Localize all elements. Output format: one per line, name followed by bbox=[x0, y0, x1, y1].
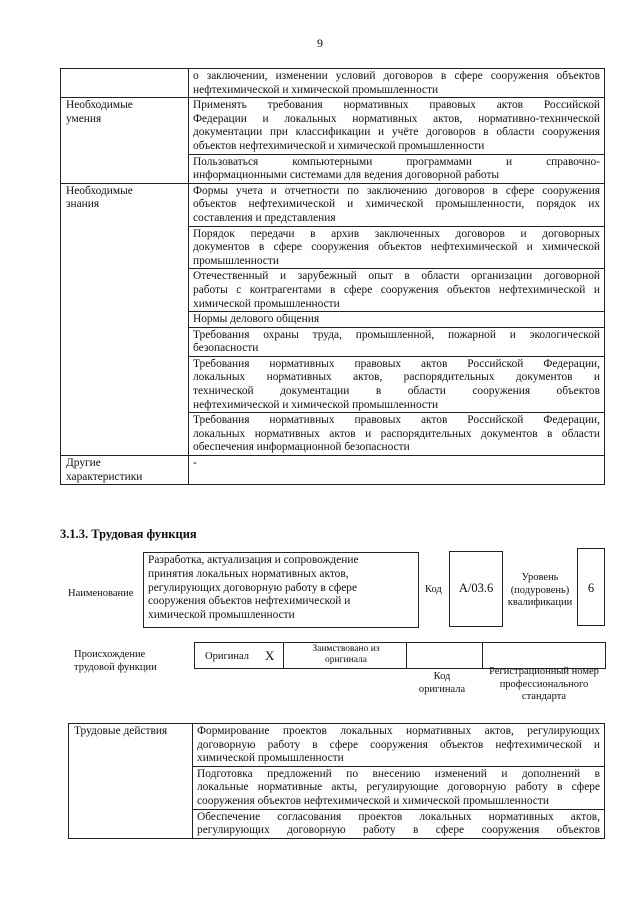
table-row bbox=[61, 69, 605, 98]
knowledge-item: Требования нормативных правовых актов Российской Федерации, локальных нормативных актов, распорядительных документов и технической документации в области сооружения объектов нефтехимической и химической промышленности bbox=[189, 356, 605, 412]
origin-label: Происхождение трудовой функции bbox=[74, 649, 157, 673]
knowledge-label: Необходимые знания bbox=[61, 183, 189, 455]
knowledge-item: Требования охраны труда, промышленной, пожарной и экологической безопасности bbox=[189, 327, 605, 356]
table-row bbox=[69, 724, 605, 767]
knowledge-item: Нормы делового общения bbox=[189, 312, 605, 328]
continuation-line: о заключении, изменении условий договоров в сфере сооружения объектов bbox=[193, 70, 600, 82]
page-number: 9 bbox=[317, 36, 323, 50]
borrowed-label: Заимствовано из оригинала bbox=[312, 644, 380, 665]
knowledge-item: Отечественный и зарубежный опыт в области организации договорной работы с контрагентами в сфере сооружения объектов нефтехимической и химической промышленности bbox=[189, 269, 605, 312]
code-caption: Код оригинала bbox=[418, 671, 466, 695]
original-mark: X bbox=[265, 648, 275, 663]
table-row bbox=[61, 456, 605, 485]
continuation-line: нефтехимической и химической промышленности bbox=[193, 83, 439, 96]
level-value: 6 bbox=[587, 581, 595, 595]
table-row bbox=[61, 183, 605, 226]
other-label: Другие характеристики bbox=[61, 456, 189, 485]
other-value: - bbox=[189, 456, 605, 485]
knowledge-item: Порядок передачи в архив заключенных договоров и договорных документов в сфере сооружения объектов нефтехимической и химической промышленности bbox=[189, 226, 605, 269]
code-value: A/03.6 bbox=[458, 581, 494, 595]
requirements-table bbox=[60, 68, 605, 485]
skill-item: Пользоваться компьютерными программами и справочно- информационными системами для ведения договорной работы bbox=[189, 154, 605, 183]
divider bbox=[406, 643, 407, 668]
empty-label-cell bbox=[61, 69, 189, 98]
level-box bbox=[577, 548, 605, 626]
table-row bbox=[61, 98, 605, 154]
action-item: Обеспечение согласования проектов локальных нормативных актов, регулирующих договорную работу в сфере сооружения объектов bbox=[193, 809, 605, 838]
code-box bbox=[449, 551, 503, 627]
actions-table bbox=[68, 723, 605, 839]
function-name-box: Разработка, актуализация и сопровождение принятия локальных нормативных актов, регулирующих договорную работу в сфере сооружения объектов нефтехимической и химической промышленности bbox=[143, 552, 419, 628]
section-title: 3.1.3. Трудовая функция bbox=[60, 527, 197, 541]
name-label: Наименование bbox=[68, 588, 134, 599]
level-label: Уровень (подуровень) квалификации bbox=[507, 572, 573, 608]
actions-label: Трудовые действия bbox=[69, 724, 193, 839]
reg-caption: Регистрационный номер профессионального стандарта bbox=[489, 666, 599, 702]
divider bbox=[283, 643, 284, 668]
knowledge-item: Формы учета и отчетности по заключению договоров в сфере сооружения объектов нефтехимической и химической промышленности, порядок их составления и представления bbox=[189, 183, 605, 226]
action-item: Подготовка предложений по внесению изменений и дополнений в локальные нормативные акты, регулирующие договорную работу в сфере сооружения объектов нефтехимической и химической промышленности bbox=[193, 766, 605, 809]
code-label: Код bbox=[425, 584, 442, 595]
knowledge-item: Требования нормативных правовых актов Российской Федерации, локальных нормативных актов и распорядительных документов в области обеспечения информационной безопасности bbox=[189, 413, 605, 456]
skill-item: Применять требования нормативных правовых актов Российской Федерации и локальных нормативных актов, нормативно-технической документации при классификации и учёте договоров в области сооружения объектов нефтехимической и химической промышленности bbox=[189, 98, 605, 154]
divider bbox=[482, 643, 483, 668]
skills-label: Необходимые умения bbox=[61, 98, 189, 184]
action-item: Формирование проектов локальных нормативных актов, регулирующих договорную работу в сфере сооружения объектов нефтехимической и химической промышленности bbox=[193, 724, 605, 767]
continuation-cell bbox=[189, 69, 605, 98]
origin-box bbox=[194, 642, 606, 669]
original-label: Оригинал bbox=[205, 651, 249, 662]
